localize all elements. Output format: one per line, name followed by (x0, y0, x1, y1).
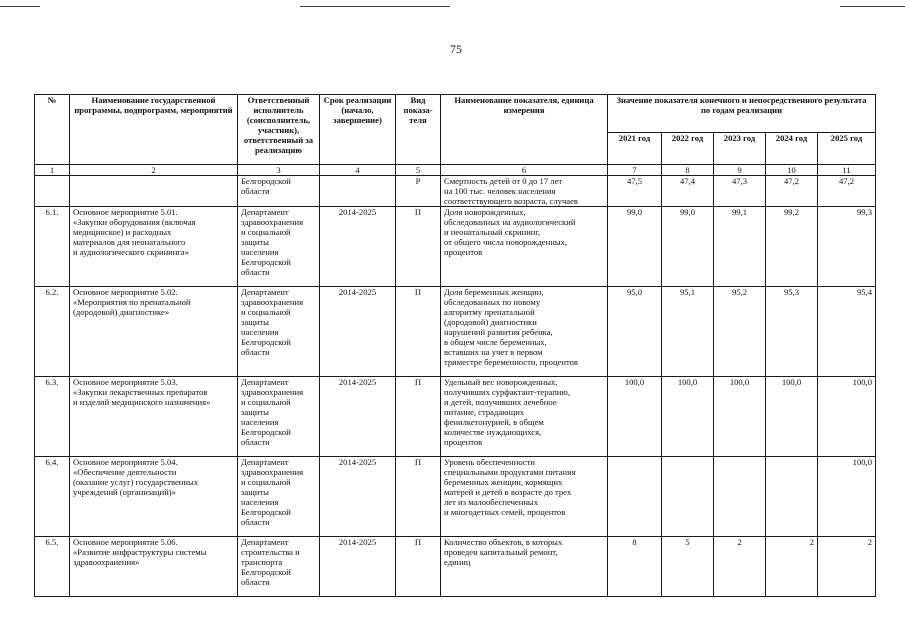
indicator-name: Смертность детей от 0 до 17 лет на 100 тыс. человек населения соответствующего возраста, случаев (441, 176, 608, 207)
column-number-row (35, 165, 876, 176)
program-name (70, 176, 238, 207)
value-2022: 5 (662, 537, 714, 597)
indicator-type: Р (396, 176, 441, 207)
value-2023: 100,0 (714, 377, 766, 457)
header-year: 2025 год (818, 133, 876, 165)
value-2023: 2 (714, 537, 766, 597)
value-2021: 47,5 (608, 176, 662, 207)
indicator-type: П (396, 537, 441, 597)
term: 2014-2025 (320, 287, 396, 377)
executor: Департамент здравоохранения и социальной защиты населения Белгородской области (238, 287, 320, 377)
term: 2014-2025 (320, 377, 396, 457)
indicators-table (34, 94, 876, 597)
row-number: 6.1. (35, 207, 70, 287)
value-2025: 100,0 (818, 457, 876, 537)
program-name: Основное мероприятие 5.04. «Обеспечение деятельности (оказание услуг) государственных учреждений (организаций)» (70, 457, 238, 537)
value-2022: 100,0 (662, 377, 714, 457)
value-2021: 99,0 (608, 207, 662, 287)
table-row (35, 287, 876, 377)
column-number: 8 (662, 165, 714, 176)
executor: Департамент здравоохранения и социальной защиты населения Белгородской области (238, 457, 320, 537)
column-number: 5 (396, 165, 441, 176)
table-row (35, 377, 876, 457)
table-row (35, 207, 876, 287)
value-2023: 99,1 (714, 207, 766, 287)
header-values-subtitle: по годам реализации (700, 105, 783, 115)
value-2023 (714, 457, 766, 537)
executor: Департамент здравоохранения и социальной защиты населения Белгородской области (238, 377, 320, 457)
column-number: 10 (766, 165, 818, 176)
value-2025: 47,2 (818, 176, 876, 207)
scan-top-line-left (0, 6, 40, 7)
header-year: 2024 год (766, 133, 818, 165)
value-2023: 47,3 (714, 176, 766, 207)
value-2021: 100,0 (608, 377, 662, 457)
value-2024: 95,3 (766, 287, 818, 377)
header-no: № (35, 95, 70, 165)
table-row (35, 176, 876, 207)
header-year: 2021 год (608, 133, 662, 165)
header-values-title: Значение показателя конечного и непосредственного результата (616, 95, 867, 105)
column-number: 4 (320, 165, 396, 176)
column-number: 3 (238, 165, 320, 176)
indicator-type: П (396, 377, 441, 457)
value-2021: 8 (608, 537, 662, 597)
value-2023: 95,2 (714, 287, 766, 377)
program-name: Основное мероприятие 5.03. «Закупки лекарственных препаратов и изделий медицинского назначения» (70, 377, 238, 457)
header-executor: Ответственный исполнитель (соисполнитель, участник), ответственный за реализацию (238, 95, 320, 165)
header-indicator: Наименование показателя, единица измерения (441, 95, 608, 165)
header-year: 2023 год (714, 133, 766, 165)
row-number (35, 176, 70, 207)
table-row (35, 537, 876, 597)
indicator-name: Доля новорожденных, обследованных на аудиологический и неонатальный скрининг, от общего числа новорожденных, процентов (441, 207, 608, 287)
header-program: Наименование государственной программы, подпрограмм, мероприятий (70, 95, 238, 165)
value-2021 (608, 457, 662, 537)
scan-top-line-mid (300, 6, 450, 7)
indicator-name: Удельный вес новорожденных, получивших сурфактант-терапию, и детей, получивших лечебное питание, страдающих фенилкетонурией, в общем количестве нуждающихся, процентов (441, 377, 608, 457)
table-row (35, 457, 876, 537)
column-number: 7 (608, 165, 662, 176)
header-term: Срок реализации (начало, завершение) (320, 95, 396, 165)
executor: Департамент здравоохранения и социальной защиты населения Белгородской области (238, 207, 320, 287)
column-number: 11 (818, 165, 876, 176)
row-number: 6.5. (35, 537, 70, 597)
row-number: 6.2. (35, 287, 70, 377)
value-2024: 99,2 (766, 207, 818, 287)
column-number: 9 (714, 165, 766, 176)
term: 2014-2025 (320, 457, 396, 537)
indicator-type: П (396, 207, 441, 287)
term (320, 176, 396, 207)
column-number: 2 (70, 165, 238, 176)
header-values-group (608, 95, 876, 133)
value-2025: 100,0 (818, 377, 876, 457)
value-2025: 99,3 (818, 207, 876, 287)
header-year: 2022 год (662, 133, 714, 165)
indicator-name: Количество объектов, в которых проведен капитальный ремонт, единиц (441, 537, 608, 597)
program-name: Основное мероприятие 5.06. «Развитие инфраструктуры системы здравоохранения» (70, 537, 238, 597)
value-2022: 47,4 (662, 176, 714, 207)
value-2024: 47,2 (766, 176, 818, 207)
program-name: Основное мероприятие 5.02. «Мероприятия по пренатальной (дородовой) диагностике» (70, 287, 238, 377)
value-2024 (766, 457, 818, 537)
value-2024: 2 (766, 537, 818, 597)
header-indicator-type: Вид показа-теля (396, 95, 441, 165)
value-2022: 95,1 (662, 287, 714, 377)
program-name: Основное мероприятие 5.01. «Закупки оборудования (включая медицинское) и расходных материалов для неонатального и аудиологического скрининга» (70, 207, 238, 287)
row-number: 6.4. (35, 457, 70, 537)
scan-top-line-right (840, 6, 905, 7)
row-number: 6.3. (35, 377, 70, 457)
value-2022 (662, 457, 714, 537)
value-2022: 99,0 (662, 207, 714, 287)
term: 2014-2025 (320, 207, 396, 287)
column-number: 1 (35, 165, 70, 176)
indicator-type: П (396, 457, 441, 537)
term: 2014-2025 (320, 537, 396, 597)
value-2021: 95,0 (608, 287, 662, 377)
value-2024: 100,0 (766, 377, 818, 457)
column-number: 6 (441, 165, 608, 176)
indicator-name: Доля беременных женщин, обследованных по новому алгоритму пренатальной (дородовой) диагностики нарушений развития ребенка, в общем числе беременных, вставших на учет в первом триместре беременности, процентов (441, 287, 608, 377)
page-number: 75 (450, 42, 462, 56)
value-2025: 2 (818, 537, 876, 597)
indicator-type: П (396, 287, 441, 377)
executor: Департамент строительства и транспорта Белгородской области (238, 537, 320, 597)
indicator-name: Уровень обеспеченности специальными продуктами питания беременных женщин, кормящих матерей и детей в возрасте до трех лет из малообеспеченных и многодетных семей, процентов (441, 457, 608, 537)
value-2025: 95,4 (818, 287, 876, 377)
executor: Белгородской области (238, 176, 320, 207)
